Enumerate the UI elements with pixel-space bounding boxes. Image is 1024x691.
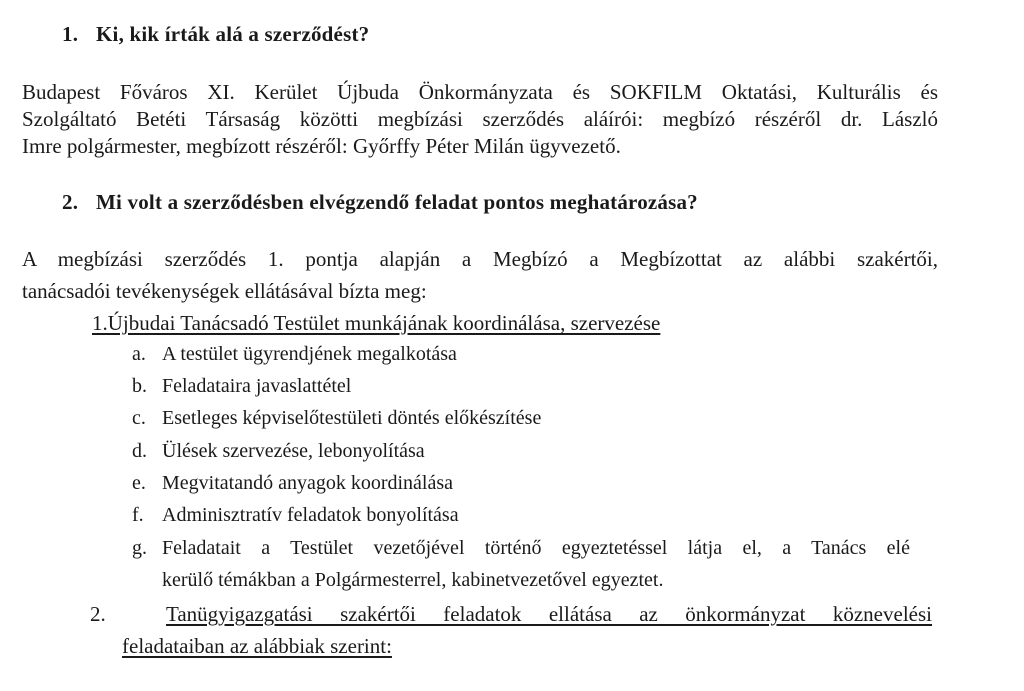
- section-2-title-line-2: feladataiban az alábbiak szerint:: [122, 634, 392, 658]
- list-item-e: [132, 472, 453, 495]
- list-item-letter: a.: [132, 343, 146, 365]
- list-item-text: Ülések szervezése, lebonyolítása: [162, 440, 425, 462]
- list-item-text: Feladatait a Testület vezetőjével történő egyeztetéssel látja el, a Tanács elé: [162, 537, 910, 559]
- list-item-letter: b.: [132, 375, 147, 397]
- section-2-number: 2.: [90, 602, 106, 626]
- list-item-c: [132, 407, 541, 430]
- list-item-letter: c.: [132, 407, 146, 429]
- list-item-letter: d.: [132, 440, 147, 462]
- question-2-number: 2.: [62, 190, 79, 214]
- list-item-text: Esetleges képviselőtestületi döntés előkészítése: [162, 407, 542, 429]
- list-item-f: [132, 504, 459, 527]
- question-2-title: Mi volt a szerződésben elvégzendő feladat pontos meghatározása?: [96, 190, 698, 214]
- list-item-g: [132, 537, 910, 560]
- list-item-g-continuation: kerülő témákban a Polgármesterrel, kabinetvezetővel egyeztet.: [162, 569, 664, 591]
- question-1-title: Ki, kik írták alá a szerződést?: [96, 22, 370, 46]
- section-1-title: 1.Újbudai Tanácsadó Testület munkájának koordinálása, szervezése: [92, 311, 661, 335]
- answer-1-line-1: Budapest Főváros XI. Kerület Újbuda Önkormányzata és SOKFILM Oktatási, Kulturális és: [22, 80, 938, 104]
- list-item-letter: f.: [132, 504, 144, 526]
- list-item-text: A testület ügyrendjének megalkotása: [162, 343, 457, 365]
- list-item-letter: e.: [132, 472, 146, 494]
- list-item-a: [132, 343, 457, 366]
- answer-1-line-3: Imre polgármester, megbízott részéről: Győrffy Péter Milán ügyvezető.: [22, 134, 621, 158]
- list-item-b: [132, 375, 351, 398]
- question-1-heading: [62, 22, 369, 47]
- list-item-text: Adminisztratív feladatok bonyolítása: [162, 504, 459, 526]
- list-item-d: [132, 440, 425, 463]
- list-item-text: Feladataira javaslattétel: [162, 375, 352, 397]
- answer-2-line-1: A megbízási szerződés 1. pontja alapján a Megbízó a Megbízottat az alábbi szakértői,: [22, 247, 938, 271]
- list-item-text: Megvitatandó anyagok koordinálása: [162, 472, 454, 494]
- list-item-letter: g.: [132, 537, 147, 559]
- question-1-number: 1.: [62, 22, 79, 46]
- section-2-title-line-1: Tanügyigazgatási szakértői feladatok ellátása az önkormányzat köznevelési: [166, 602, 932, 626]
- question-2-heading: [62, 190, 698, 215]
- answer-1-line-2: Szolgáltató Betéti Társaság közötti megbízási szerződés aláírói: megbízó részéről dr. László: [22, 107, 938, 131]
- answer-2-line-2: tanácsadói tevékenységek ellátásával bízta meg:: [22, 279, 427, 303]
